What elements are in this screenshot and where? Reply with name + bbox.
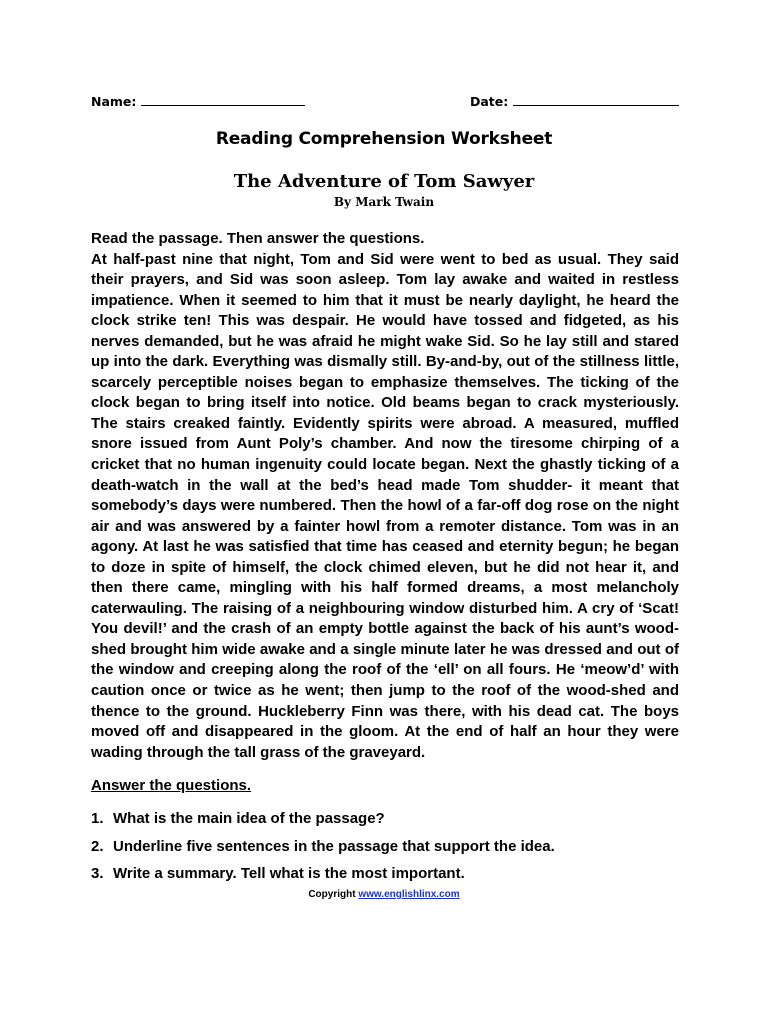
- question-number: 2.: [91, 837, 104, 855]
- copyright-footer: [0, 889, 768, 900]
- passage-text: At half-past nine that night, Tom and Sid were went to bed as usual. They said their prayers, and Sid was soon asleep. Tom lay awake and waited in restless impatience. When it seemed to him that it must be nearly daylight, he heard the clock strike ten! This was despair. He would have tossed and fidgeted, as his nerves demanded, but he was afraid he might wake Sid. So he lay still and stared up into the dark. Everything was dismally still. By-and-by, out of the stillness little, scarcely perceptible noises began to emphasize themselves. The ticking of the clock began to bring itself into notice. Old beams began to crack mysteriously. The stairs creaked faintly. Evidently spirits were abroad. A measured, muffled snore issued from Aunt Poly’s chamber. And now the tiresome chirping of a cricket that no human ingenuity could locate began. Next the ghastly ticking of a death-watch in the wall at the bed’s head made Tom shudder- it meant that somebody’s days were numbered. Then the howl of a far-off dog rose on the night air and was answered by a fainter howl from a remoter distance. Tom was in an agony. At last he was satisfied that time has ceased and eternity begun; he began to doze in spite of himself, the clock chimed eleven, but he did not hear it, and then there came, mingling with his half formed dreams, a most melancholy caterwauling. The raising of a neighbouring window disturbed him. A cry of ‘Scat! You devil!’ and the crash of an empty bottle against the back of his aunt’s wood-shed brought him wide awake and a single minute later he was dressed and out of the window and creeping along the roof of the ‘ell’ on all fours. He ‘meow’d’ with caution once or twice as he went; then jump to the roof of the wood-shed and thence to the ground. Huckleberry Finn was there, with his dead cat. The boys moved off and disappeared in the gloom. At the end of half an hour they were wading through the tall grass of the graveyard.: [91, 250, 679, 761]
- question-list: [91, 810, 679, 893]
- question-item: [91, 838, 679, 866]
- name-label: Name:: [91, 94, 137, 109]
- copyright-label: Copyright: [308, 889, 356, 900]
- question-number: 3.: [91, 865, 104, 882]
- story-title: The Adventure of Tom Sawyer: [233, 171, 535, 192]
- story-author: By Mark Twain: [333, 195, 435, 209]
- date-label: Date:: [470, 94, 509, 109]
- reading-passage-block: [91, 229, 679, 763]
- date-blank-line: [513, 93, 679, 106]
- name-blank-line: [141, 93, 305, 106]
- question-number: 1.: [91, 810, 104, 827]
- student-info-row: [91, 93, 681, 113]
- date-field: [470, 93, 679, 109]
- copyright-link[interactable]: www.englishlinx.com: [358, 889, 460, 900]
- question-text: Write a summary. Tell what is the most important.: [113, 865, 465, 882]
- worksheet-title: Reading Comprehension Worksheet: [215, 129, 553, 149]
- answer-heading: Answer the questions.: [91, 777, 252, 794]
- instructions: Read the passage. Then answer the questions.: [91, 230, 425, 247]
- question-item: [91, 810, 679, 838]
- question-text: Underline five sentences in the passage that support the idea.: [113, 837, 555, 855]
- name-field: [91, 93, 305, 109]
- question-text: What is the main idea of the passage?: [113, 810, 385, 827]
